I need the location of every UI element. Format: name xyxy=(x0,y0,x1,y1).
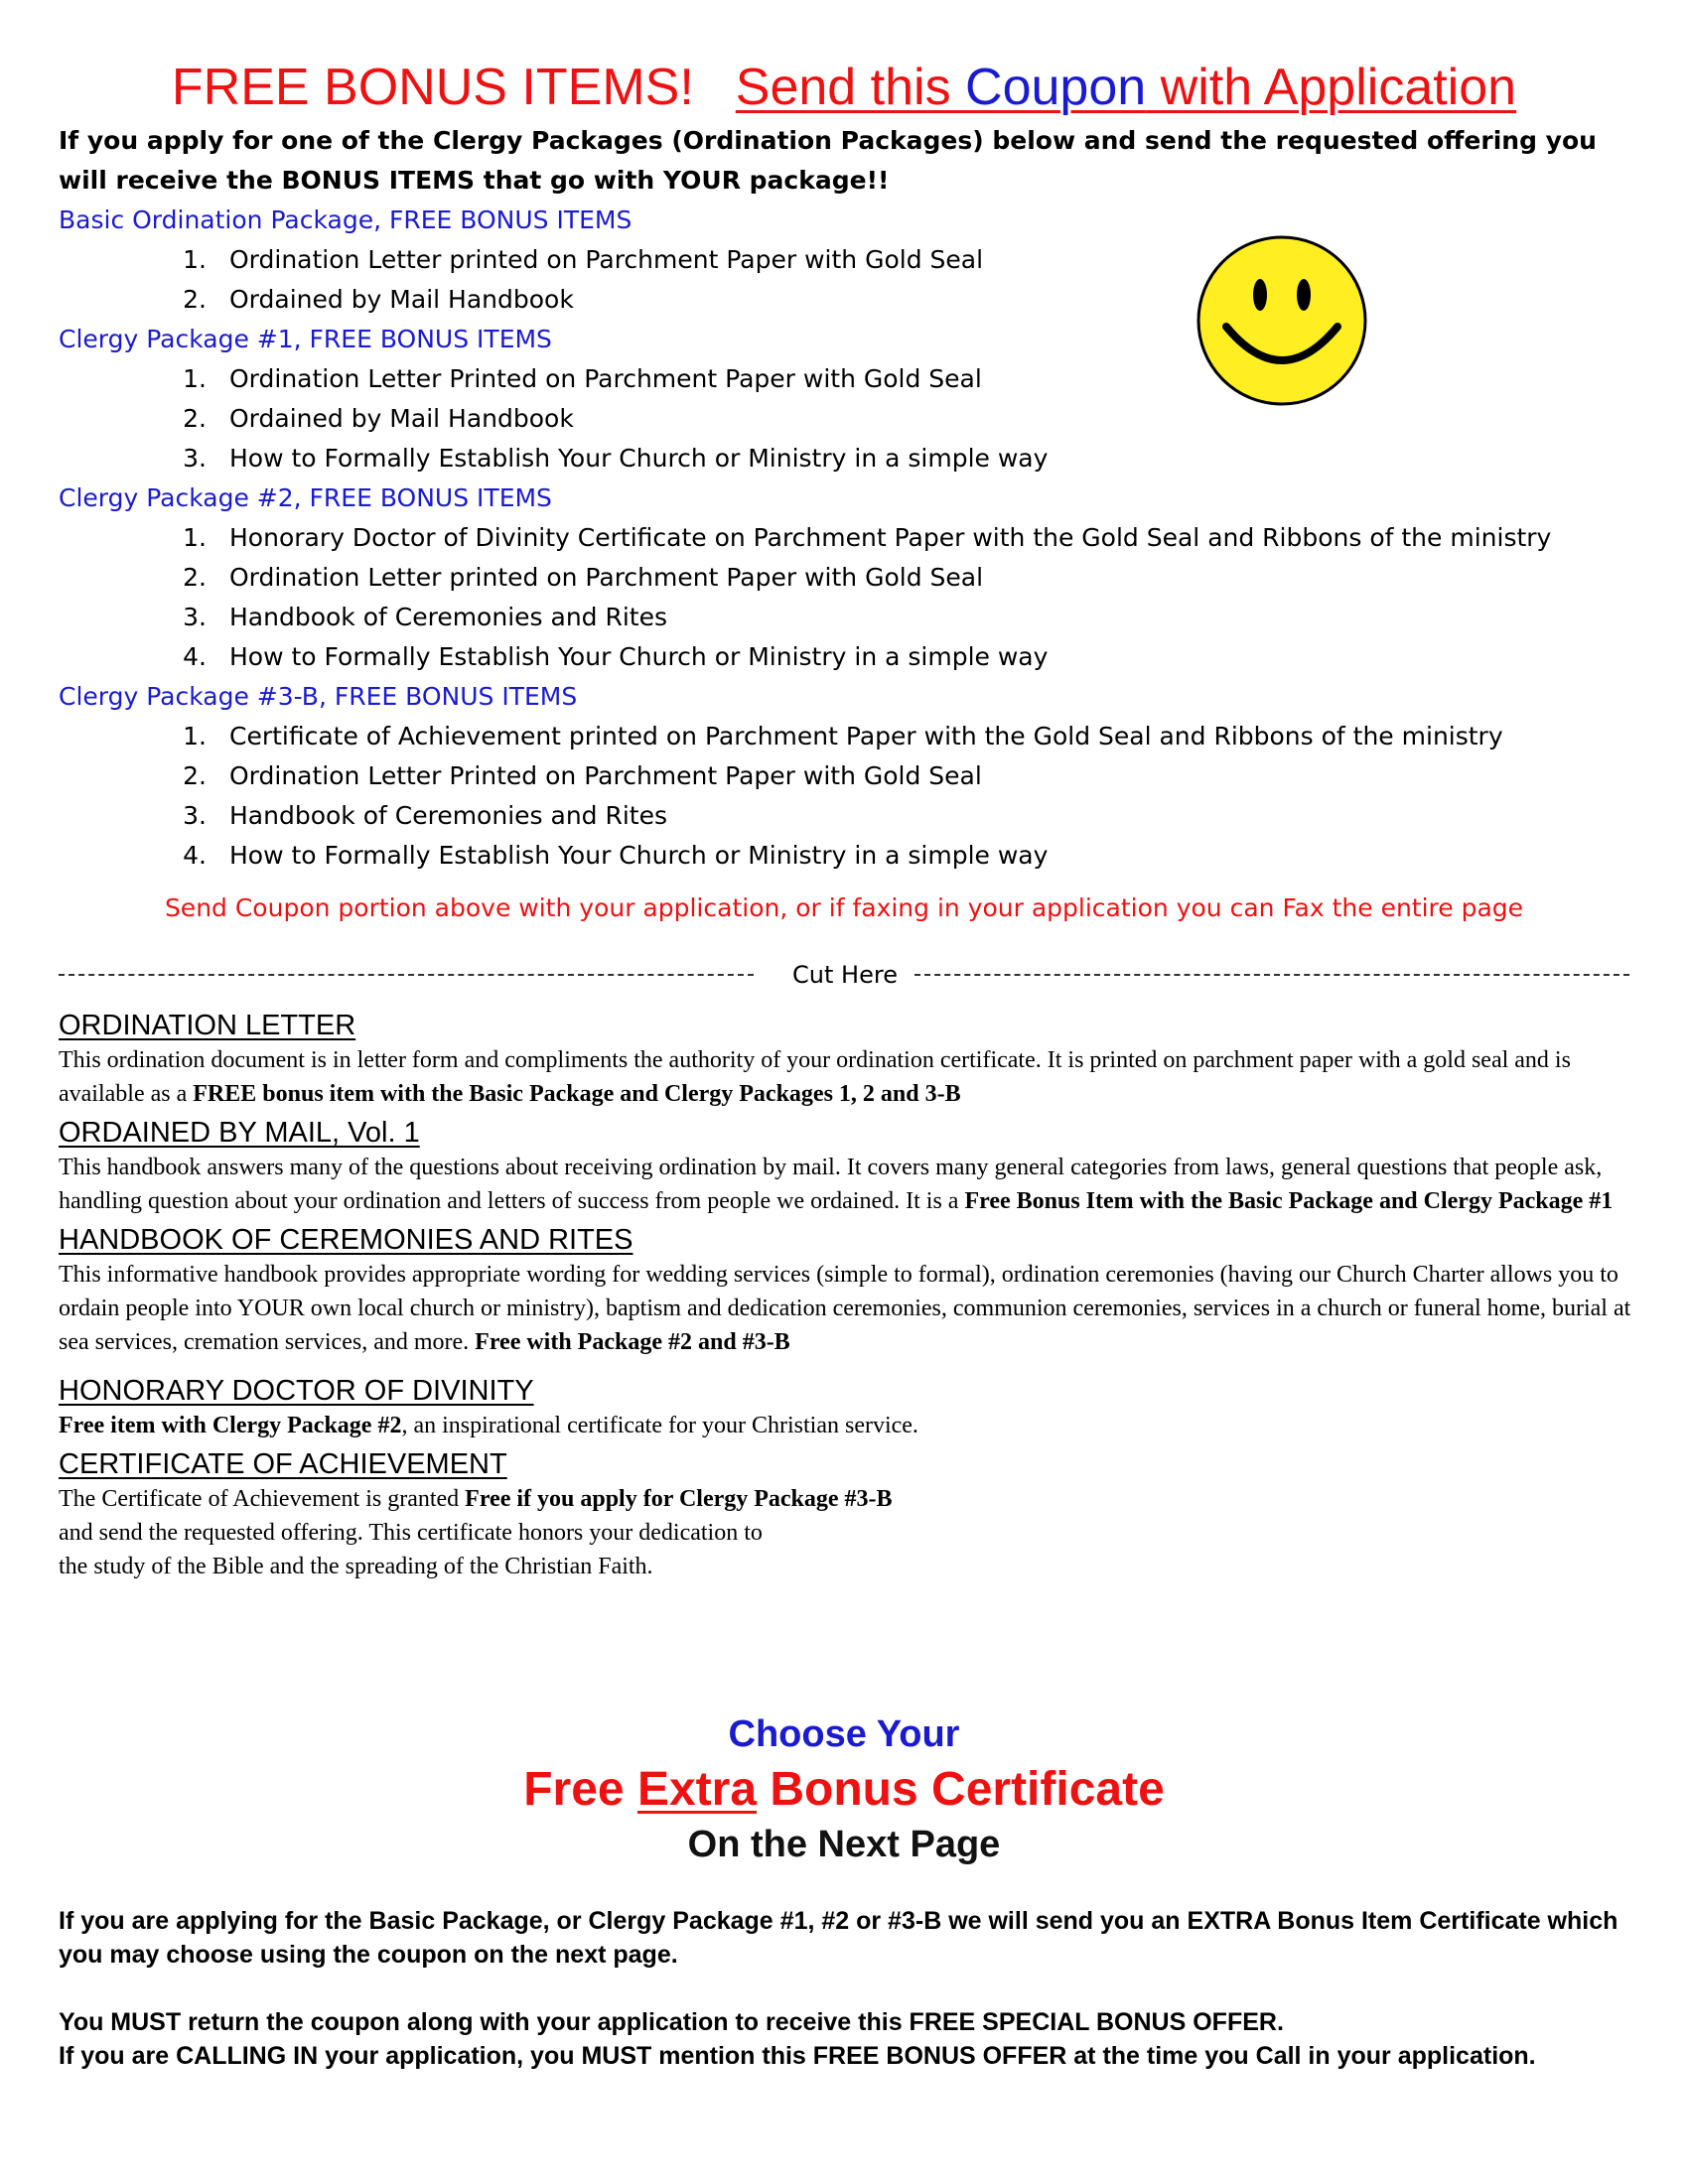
list-item: 2. Ordination Letter printed on Parchment Paper with Gold Seal xyxy=(183,563,984,592)
list-item: 2. Ordained by Mail Handbook xyxy=(183,404,574,433)
smiley-face-icon xyxy=(1195,233,1369,408)
section-body-achievement: The Certificate of Achievement is granted Free if you apply for Clergy Package #3-B and send the requested offering. This certificate honors your dedication to the study of the Bible and the spreading of the Christian Faith. xyxy=(59,1486,893,1579)
section-title-ordination-letter: ORDINATION LETTER xyxy=(59,1010,356,1041)
section-title-ceremonies: HANDBOOK OF CEREMONIES AND RITES xyxy=(59,1224,633,1256)
choose-your-heading: Choose Your xyxy=(728,1713,960,1755)
free-extra-bonus-heading: Free Extra Bonus Certificate xyxy=(523,1763,1165,1816)
instruction-paragraph: If you are applying for the Basic Package, or Clergy Package #1, #2 or #3-B we will send you an EXTRA Bonus Item Certificate which you may choose using the coupon on the next page. xyxy=(59,1907,1618,1969)
list-item: 3. How to Formally Establish Your Church or Ministry in a simple way xyxy=(183,444,1049,473)
cut-here-label: Cut Here xyxy=(792,961,898,989)
title-coupon-word: Coupon xyxy=(965,59,1147,116)
list-item: 3. Handbook of Ceremonies and Rites xyxy=(183,603,668,631)
smiley-left-eye xyxy=(1253,279,1267,311)
section-title-achievement: CERTIFICATE OF ACHIEVEMENT xyxy=(59,1448,507,1480)
bonus-item-descriptions xyxy=(59,1008,1637,1587)
package-heading: Basic Ordination Package, FREE BONUS ITEMS xyxy=(59,205,633,234)
package-clergy-1 xyxy=(59,320,1637,478)
cut-line-left xyxy=(59,974,754,976)
list-item: 1. Certificate of Achievement printed on Parchment Paper with the Gold Seal and Ribbons of the ministry xyxy=(183,722,1503,751)
section-body-ordained-by-mail: This handbook answers many of the questions about receiving ordination by mail. It covers many general categories from laws, general questions that people ask, handling question about your ordination and letters of success from people we ordained. It is a Free Bonus Item with the Basic Package and Clergy Package #1 xyxy=(59,1155,1614,1214)
list-item: 2. Ordained by Mail Handbook xyxy=(183,285,574,314)
list-item: 1. Honorary Doctor of Divinity Certificate on Parchment Paper with the Gold Seal and Ribbons of the ministry xyxy=(183,523,1552,552)
package-heading: Clergy Package #2, FREE BONUS ITEMS xyxy=(59,483,552,512)
next-page-heading: On the Next Page xyxy=(687,1824,1001,1865)
package-clergy-2 xyxy=(59,478,1637,677)
smiley-face-circle xyxy=(1198,237,1365,404)
page-title xyxy=(0,58,1688,117)
send-coupon-note: Send Coupon portion above with your application, or if faxing in your application you can Fax the entire page xyxy=(164,893,1524,922)
instruction-paragraph: If you are CALLING IN your application, you MUST mention this FREE BONUS OFFER at the time you Call in your application. xyxy=(59,2042,1536,2070)
instruction-paragraph: You MUST return the coupon along with your application to receive this FREE SPECIAL BONUS OFFER. xyxy=(59,2008,1284,2036)
list-item: 2. Ordination Letter Printed on Parchment Paper with Gold Seal xyxy=(183,761,982,790)
package-heading: Clergy Package #3-B, FREE BONUS ITEMS xyxy=(59,682,578,711)
package-basic xyxy=(59,201,1637,320)
title-send-coupon: Send this Coupon with Application xyxy=(735,59,1517,116)
cut-line-right xyxy=(914,974,1629,976)
list-item: 4. How to Formally Establish Your Church or Ministry in a simple way xyxy=(183,642,1049,671)
coupon-packages xyxy=(59,201,1637,876)
bottom-instructions xyxy=(59,1904,1627,2073)
section-title-ordained-by-mail: ORDAINED BY MAIL, Vol. 1 xyxy=(59,1117,420,1149)
intro-text: If you apply for one of the Clergy Packages (Ordination Packages) below and send the requested offering you will receive the BONUS ITEMS that go with YOUR package!! xyxy=(59,126,1597,195)
list-item: 3. Handbook of Ceremonies and Rites xyxy=(183,801,668,830)
section-body-ordination-letter: This ordination document is in letter form and compliments the authority of your ordination certificate. It is printed on parchment paper with a gold seal and is available as a FREE bonus item with the Basic Package and Clergy Packages 1, 2 and 3-B xyxy=(59,1047,1571,1107)
list-item: 1. Ordination Letter Printed on Parchment Paper with Gold Seal xyxy=(183,364,982,393)
list-item: 1. Ordination Letter printed on Parchment Paper with Gold Seal xyxy=(183,245,984,274)
package-heading: Clergy Package #1, FREE BONUS ITEMS xyxy=(59,325,552,353)
list-item: 4. How to Formally Establish Your Church or Ministry in a simple way xyxy=(183,841,1049,870)
section-title-doctor: HONORARY DOCTOR OF DIVINITY xyxy=(59,1375,534,1407)
package-clergy-3b xyxy=(59,677,1637,876)
section-body-doctor: Free item with Clergy Package #2, an inspirational certificate for your Christian service. xyxy=(59,1413,918,1438)
cut-here-divider xyxy=(59,961,1629,991)
smiley-right-eye xyxy=(1297,279,1311,311)
section-body-ceremonies: This informative handbook provides appropriate wording for wedding services (simple to formal), ordination ceremonies (having our Church Charter allows you to ordain people into YOUR own local church or ministry), baptism and dedication ceremonies, communion ceremonies, services in a church or funeral home, burial at sea services, cremation services, and more. Free with Package #2 and #3-B xyxy=(59,1262,1631,1355)
choose-certificate-banner xyxy=(0,1709,1688,1868)
title-free-bonus: FREE BONUS ITEMS! xyxy=(171,59,694,116)
